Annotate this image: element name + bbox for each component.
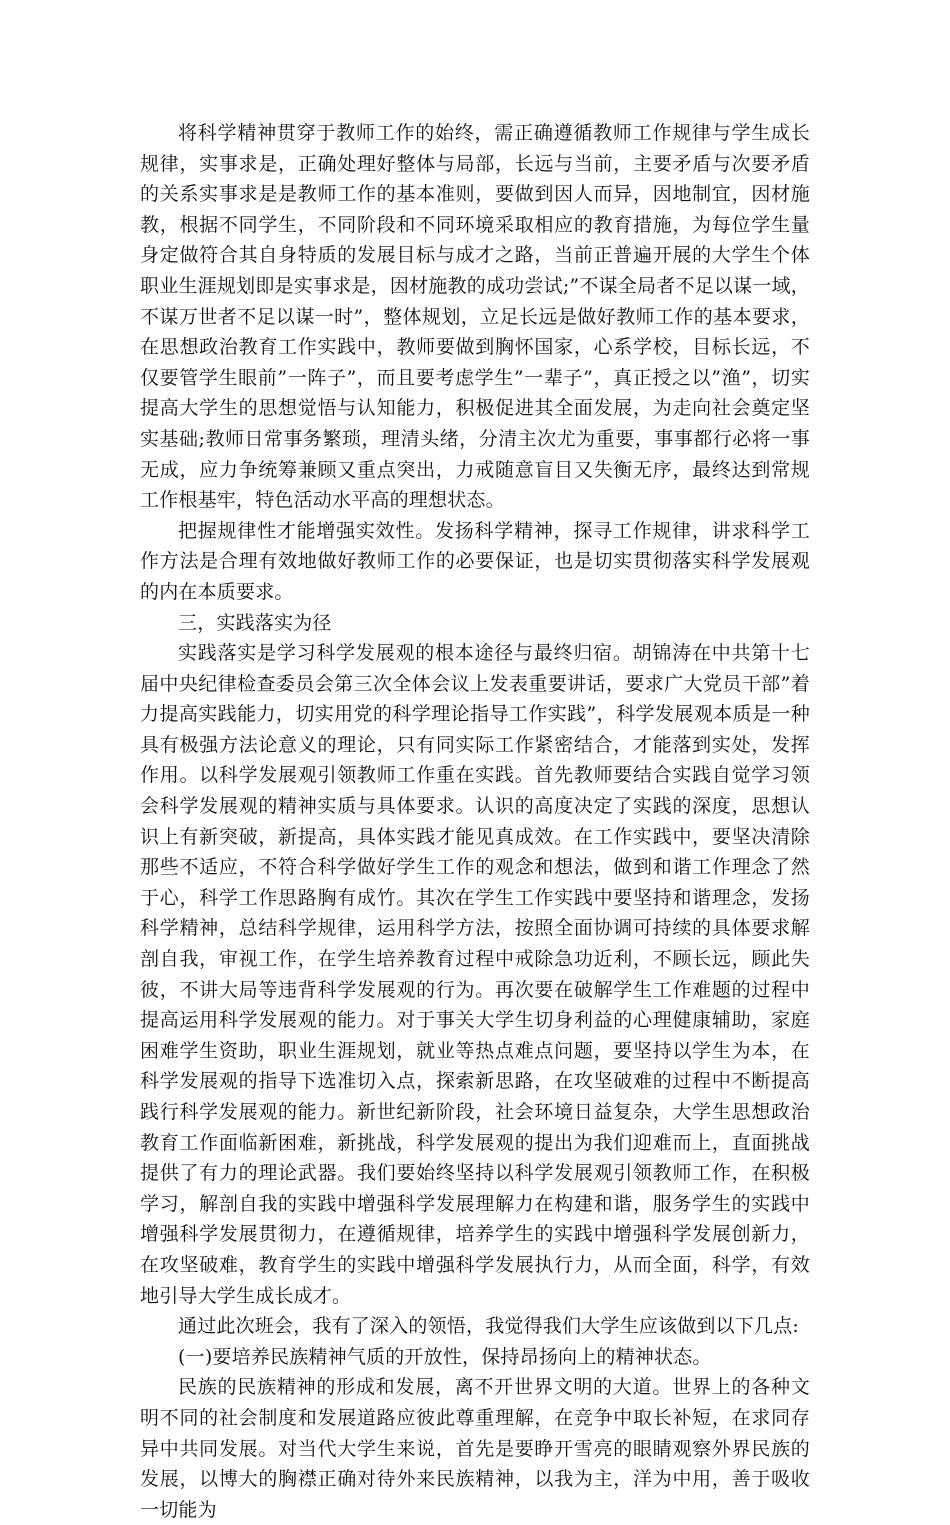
subheading-national-spirit: (一)要培养民族精神气质的开放性，保持昂扬向上的精神状态。 xyxy=(178,1345,712,1368)
paragraph-national-spirit: 民族的民族精神的形成和发展，离不开世界文明的大道。世界上的各种文明不同的社会制度和发展道路应彼此尊重理解，在竞争中取长补短，在求同存异中共同发展。对当代大学生来说，首先是要睁开雪亮的眼睛观察外界民族的发展，以博大的胸襟正确对待外来民族精神，以我为主，洋为中用，善于吸收一切能为 xyxy=(140,1376,810,1521)
document-page xyxy=(140,118,810,1525)
paragraph-scientific-spirit: 将科学精神贯穿于教师工作的始终，需正确遵循教师工作规律与学生成长规律，实事求是，正确处理好整体与局部，长远与当前，主要矛盾与次要矛盾的关系实事求是是教师工作的基本准则，要做到因人而异，因地制宜，因材施教，根据不同学生，不同阶段和不同环境采取相应的教育措施，为每位学生量身定做符合其自身特质的发展目标与成才之路，当前正普遍开展的大学生个体职业生涯规划即是实事求是，因材施教的成功尝试;”不谋全局者不足以谋一域，不谋万世者不足以谋一时”，整体规划，立足长远是做好教师工作的基本要求，在思想政治教育工作实践中，教师要做到胸怀国家，心系学校，目标长远，不仅要管学生眼前”一阵子”，而且要考虑学生”一辈子”，真正授之以”渔”，切实提高大学生的思想觉悟与认知能力，积极促进其全面发展，为走向社会奠定坚实基础;教师日常事务繁琐，理清头绪，分清主次尤为重要，事事都行必将一事无成，应力争统筹兼顾又重点突出，力戒随意盲目又失衡无序，最终达到常规工作根基牢，特色活动水平高的理想状态。 xyxy=(140,122,810,512)
paragraph-practice-implementation: 实践落实是学习科学发展观的根本途径与最终归宿。胡锦涛在中共第十七届中央纪律检查委员会第三次全体会议上发表重要讲话，要求广大党员干部”着力提高实践能力，切实用党的科学理论指导工作实践”，科学发展观本质是一种具有极强方法论意义的理论，只有同实际工作紧密结合，才能落到实处，发挥作用。以科学发展观引领教师工作重在实践。首先教师要结合实践自觉学习领会科学发展观的精神实质与具体要求。认识的高度决定了实践的深度，思想认识上有新突破，新提高，具体实践才能见真成效。在工作实践中，要坚决清除那些不适应，不符合科学做好学生工作的观念和想法，做到和谐工作理念了然于心，科学工作思路胸有成竹。其次在学生工作实践中要坚持和谐理念，发扬科学精神，总结科学规律，运用科学方法，按照全面协调可持续的具体要求解剖自我，审视工作，在学生培养教育过程中戒除急功近利，不顾长远，顾此失彼，不讲大局等违背科学发展观的行为。再次要在破解学生工作难题的过程中提高运用科学发展观的能力。对于事关大学生切身利益的心理健康辅助，家庭困难学生资助，职业生涯规划，就业等热点难点问题，要坚持以学生为本，在科学发展观的指导下选准切入点，探索新思路，在攻坚破难的过程中不断提高践行科学发展观的能力。新世纪新阶段，社会环境日益复杂，大学生思想政治教育工作面临新困难，新挑战，科学发展观的提出为我们迎难而上，直面挑战提供了有力的理论武器。我们要始终坚持以科学发展观引领教师工作，在积极学习，解剖自我的实践中增强科学发展理解力在构建和谐，服务学生的实践中增强科学发展贯彻力，在遵循规律，培养学生的实践中增强科学发展创新力，在攻坚破难，教育学生的实践中增强科学发展执行力，从而全面，科学，有效地引导大学生成长成才。 xyxy=(140,642,810,1307)
paragraph-class-meeting-reflection: 通过此次班会，我有了深入的领悟，我觉得我们大学生应该做到以下几点: xyxy=(178,1315,800,1338)
section-heading-practice: 三，实践落实为径 xyxy=(178,611,332,634)
paragraph-grasp-regularity: 把握规律性才能增强实效性。发扬科学精神，探寻工作规律，讲求科学工作方法是合理有效地做好教师工作的必要保证，也是切实贯彻落实科学发展观的内在本质要求。 xyxy=(140,519,810,603)
